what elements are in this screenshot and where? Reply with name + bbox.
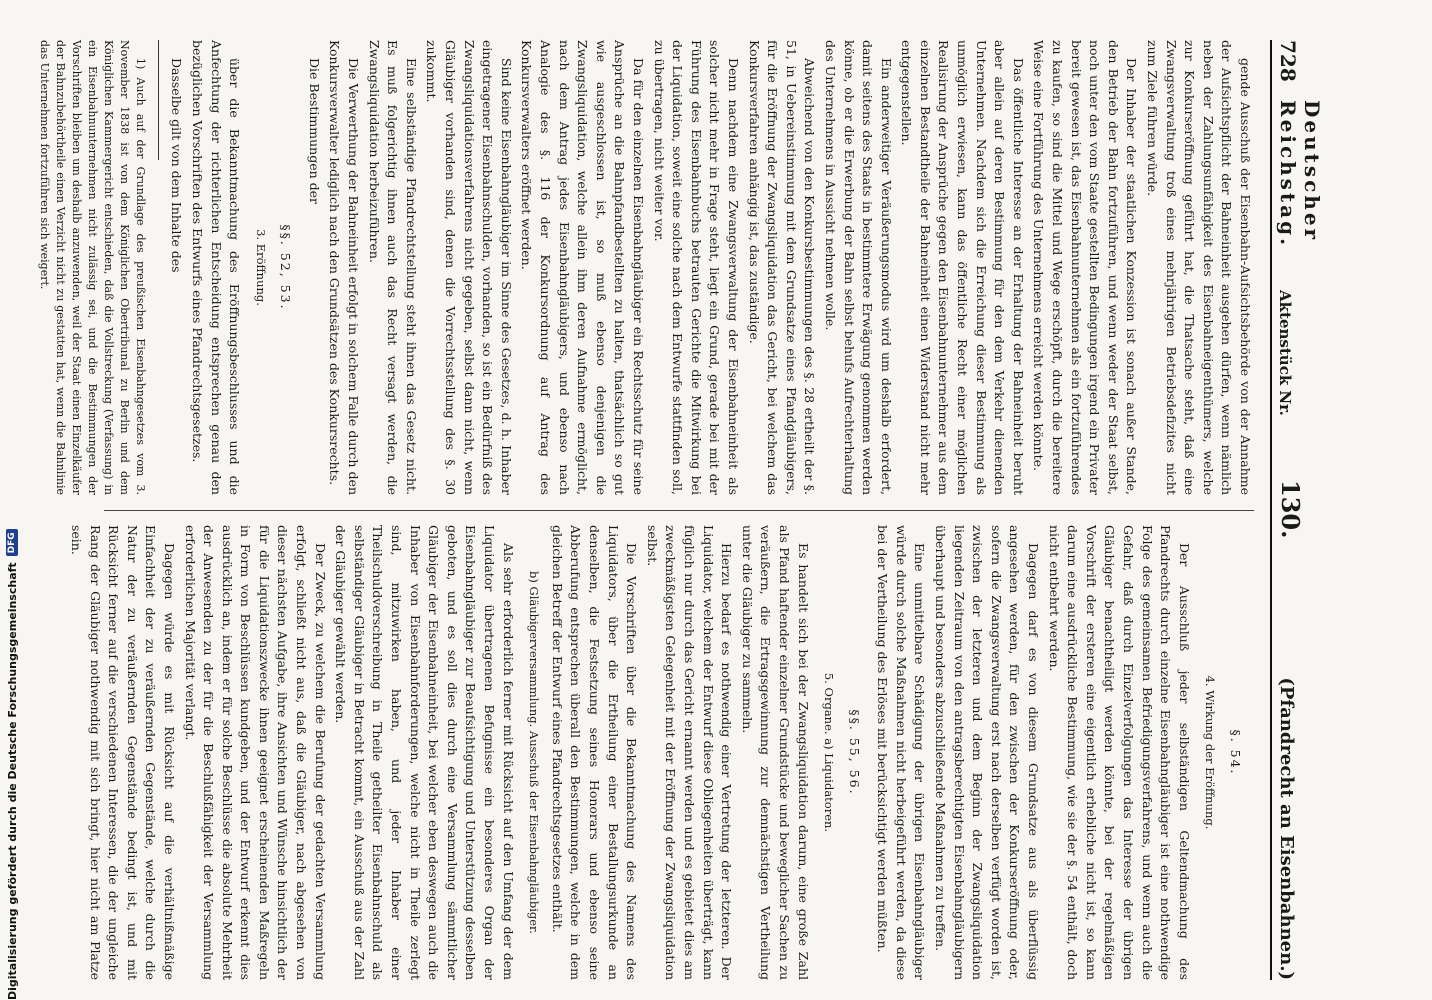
paragraph: Dagegen darf es von diesem Grundsatze aus als überflüssig angesehen werden, für den zwischen der Konkurseröffnung oder, sofern die Zwangsverwaltung erst nach derselben verfügt worden ist, zwischen der letzteren und dem Beginn der Zwangsliquidation liegenden Zeitraum von den antragsberechtigten Eisenbahngläubigern überhaupt und besonders abzuschließende Maßnahmen zu treffen.	[933, 525, 1042, 980]
publication-title: Deutscher Reichstag.	[1276, 100, 1324, 249]
paragraph: Die Bestimmungen der	[306, 58, 322, 205]
section-subheading: b) Gläubigerversammlung. Ausschuß der Eisenbahngläubiger.	[527, 571, 542, 934]
paragraph: Dasselbe gilt von dem Inhalte des	[169, 58, 185, 273]
page-number: 728	[1276, 40, 1300, 82]
paragraph: Sind keine Eisenbahngläubiger im Sinne des Gesetzes, d. h. Inhaber eingetragener Eisenbahnschulden, vorhanden, so ist ein Bedürfniß des Zwangsliquidationsverfahrens nicht gegeben, selbst dann nicht, wenn Gläubiger vorhanden sind, denen die Vorrechtsstellung des §. 30 zukommt.	[424, 40, 514, 495]
section-heading: §. 54.	[1228, 729, 1243, 776]
rotated-document-page	[37, 40, 1324, 980]
paragraph: Die Verwerthung der Bahneinheit erfolgt in solchem Falle durch den Konkursverwalter lediglich nach den Grundsätzen des Konkursrechts.	[327, 40, 362, 495]
right-column	[68, 525, 1254, 980]
section-heading: §§. 55, 56.	[846, 709, 862, 796]
document-number: 130.	[1276, 480, 1305, 539]
dfg-logo: DFG	[6, 529, 18, 556]
paragraph: Abweichend von den Konkursbestimmungen des §. 28 ertheilt der §. 51, in Uebereinstimmung mit dem Grundsatze eines Pfandgläubigers, für die Eröffnung der Zwangsliquidation das Gericht, bei welchem das Konkursverfahren anhängig ist, das zuständige.	[746, 40, 818, 495]
footnote-rule	[158, 40, 159, 160]
digitization-notice-text: Digitalisierung gefördert durch die Deutsche Forschungsgemeinschaft	[5, 562, 19, 1000]
left-column	[37, 40, 1254, 495]
footnote: 1) Auch auf der Grundlage des preußischen Eisenbahngesetzes vom 3. November 1838 ist von dem Königlichen Obertribunal zu Berlin und dem Königlichen Kammergericht entschieden, daß die Vollstreckung (Verfassung) in ein Eisenbahnunternehmen nicht zulässig sei, und die Bestimmungen der Vorschriften bleiben um deshalb anzuwenden, weil der Staat einen Einzelkäufer der Bahnzubehörtheile einen Verzicht nicht zu gestatten hat, wenn die Bahnlinie das Unternehmen fortzuführen sich weigert.	[37, 40, 147, 495]
paragraph: Dagegen würde es mit Rücksicht auf die verhältnißmäßige Einfachheit der zu veräußernden Gegenstände, welche durch die Natur der zu veräußernden Gegenstände bedingt ist, und mit Rücksicht ferner auf die verschiedenen Interessen, die der ungleiche Rang der Gläubiger nothwendig mit sich bringt, hier nicht am Platze sein.	[68, 525, 177, 980]
paragraph: gende Ausschuß der Eisenbahn-Aufsichtsbehörde von der Annahme der Aufsichtspflicht der Bahneinheit ausgehen dürfen, wenn nämlich neben der Zahlungsunfähigkeit des Eisenbahneigenthümers, welche zur Konkurseröffnung geführt hat, die Thatsache steht, daß eine Zwangsverwaltung troß eines mehrjährigen Betriebsdefizites nicht zum Ziele führen würde.	[1145, 40, 1253, 495]
paragraph: Hierzu bedarf es nothwendig einer Vertretung der letzteren. Der Liquidator, welchem der Entwurf diese Obliegenheiten überträgt, kann füglich nur durch das Gericht ernannt werden und es gebietet dies am zweckmäßigsten Gelegenheit mit der Eröffnung der Zwangsliquidation selbst.	[644, 525, 735, 980]
paragraph: Da für den einzelnen Eisenbahngläubiger ein Rechtsschutz für seine Ansprüche an die Bahnpfandbestellten zu halten, thatsächlich so gut wie ausgeschlossen ist, so muß ebenso denjenigen die Zwangsliquidation, welche allein ihm deren Aufnahme ermöglicht, nach dem Antrag jedes Eisenbahngläubigers, und ebenso nach Analogie des §. 116 der Konkursordnung auf Antrag des Konkursverwalters eröffnet werden.	[519, 40, 646, 495]
document-label: Aktenstück Nr.	[1276, 290, 1294, 416]
section-subheading: 3. Eröffnung.	[253, 229, 268, 306]
paragraph: Der Zweck, zu welchem die Berufung der gedachten Versammlung erfolgt, schließt nicht aus, daß die Gläubiger, nach abgesehen von dieser nächsten Aufgabe, ihre Ansichten und Wünsche hinsichtlich der für die Liquidationszwecke ihnen geeignet erscheinenden Maßregeln in Form von Beschlüssen kundgeben, und der Entwurf erkennt dies ausdrücklich an, indem er für solche Beschlüsse die absolute Mehrheit der Anwesenden zu der für die Beschlußfähigkeit der Versammlung erforderlichen Majorität verlangt.	[182, 525, 328, 980]
paragraph: Ein anderweitiger Veräußerungsmodus wird um deshalb erfordert, damit seitens des Staats in bestimmtere Erwägung genommen werden könne, ob er die Erwerbung der Bahn selbst behufs Aufrechterhaltung des Unternehmens in Aussicht nehmen wolle.	[822, 40, 894, 495]
paragraph: Es handelt sich bei der Zwangsliquidation darum, eine große Zahl als Pfand haftender einzelner Grundstücke und beweglicher Sachen zu veräußern, die Ertragsgewinnung zur demnächstigen Vertheilung unter die Gläubiger zu sammeln.	[739, 525, 811, 980]
document-subtitle: (Pfandrecht an Eisenbahnen.)	[1276, 677, 1297, 980]
paragraph: Eine selbständige Pfandrechtstellung steht ihnen das Gesetz nicht. Es muß folgerichtig ihnen auch das Recht versagt werden, die Zwangsliquidation herbeizuführen.	[366, 40, 419, 495]
paragraph: Die Vorschriften über die Bekanntmachung des Namens des Liquidators, über die Ertheilung einer Bestallungsurkunde an denselben, die Festsetzung seines Honorars und ebenso seine Abberufung entsprechen überall den Bestimmungen, welche in dem gleichen Betreff der Entwurf eines Pfandrechtsgesetzes enthält.	[549, 525, 640, 980]
paragraph: Der Inhaber der staatlichen Konzession ist sonach außer Stande, den Betrieb der Bahn fortzuführen, und wenn weder der Staat selbst, noch unter den vom Staate gestellten Bedingungen irgend ein Privater bereit gewesen ist, das Eisenbahnunternehmen als ein fortzuführendes zu kaufen, so sind die Mittel und Wege erschöpft, durch die bereitere Weise eine Fortführung des Unternehmens erreicht werden könnte.	[1031, 40, 1140, 495]
page-header	[1270, 40, 1324, 980]
paragraph: Eine unmittelbare Schädigung der übrigen Eisenbahngläubiger würde durch solche Maßnahmen nicht herbeigeführt werden, da diese bei der Vertheilung des Erlöses mit berücksichtigt werden müßten.	[875, 525, 928, 980]
section-heading: §§. 52, 53.	[278, 224, 294, 311]
digitization-notice	[2, 532, 22, 1000]
paragraph: über die Bekanntmachung des Eröffnungsbeschlusses und die Anfechtung der richterlichen Entscheidung entsprechen genau den bezüglichen Vorschriften des Entwurfs eines Pfandrechtsgesetzes.	[189, 40, 243, 495]
section-subheading: 4. Wirkung der Eröffnung.	[1203, 675, 1218, 830]
paragraph: Das öffentliche Interesse an der Erhaltung der Bahneinheit beruht aber allein auf deren Bestimmung für den dem Verkehr dienenden Unternehmen. Nachdem sich die Erreichung dieser Bestimmung als unmöglich erwiesen, kann das öffentliche Recht einer möglichen Realisirung der Ansprüche gegen den Eisenbahnunternehmer aus dem einzelnen Bestandtheile der Bahneinheit einen Widerstand nicht mehr entgegenstellen.	[899, 40, 1026, 495]
section-subheading: 5. Organe. a) Liquidatoren.	[822, 672, 837, 833]
paragraph: Als sehr erforderlich ferner mit Rücksicht auf den Umfang der dem Liquidator übertragenen Befugnisse ein besonderes Organ der Eisenbahngläubiger zur Beaufsichtigung und Unterstützung desselben geboten, und es soll dies durch eine Versammlung sämmtlicher Gläubiger der Eisenbahneinheit, bei welcher eben deswegen auch die Inhaber von Eisenbahnforderungen, welche nicht in Theile zerlegt sind, mitzuwirken haben, und jeder Inhaber einer Theilschuldverschreibung in Theile getheilter Eisenbahnschuld als selbständiger Gläubiger in Betracht kommt, ein Ausschuß aus der Zahl der Gläubiger gewählt werden.	[333, 525, 516, 980]
paragraph: Denn nachdem eine Zwangsverwaltung der Eisenbahneinheit als solcher nicht mehr in Frage steht, liegt ein Grund, gerade bei mit der Führung des Eisenbahnbuchs betrauten Gerichte die Mitwirkung bei der Liquidation, soweit eine solche nach dem Entwurfe stattfinden soll, zu übertragen, nicht weiter vor.	[651, 40, 741, 495]
column-divider	[104, 510, 1254, 511]
paragraph: Der Ausschluß jeder selbständigen Geltendmachung des Pfandrechts durch einzelne Eisenbahngläubiger ist eine nothwendige Folge des gemeinsamen Befriedigungsverfahrens, und wenn auch die Gefahr, daß durch Einzelverfolgungen das Interesse der übrigen Gläubiger benachtheiligt werden könnte, bei der regelmäßigen Vorschrift der ersteren eine eigentlich erhebliche nicht ist, so kann darum eine ausdrückliche Bestimmung, wie sie der §. 54 enthält, doch nicht entbehrt werden.	[1046, 525, 1192, 980]
